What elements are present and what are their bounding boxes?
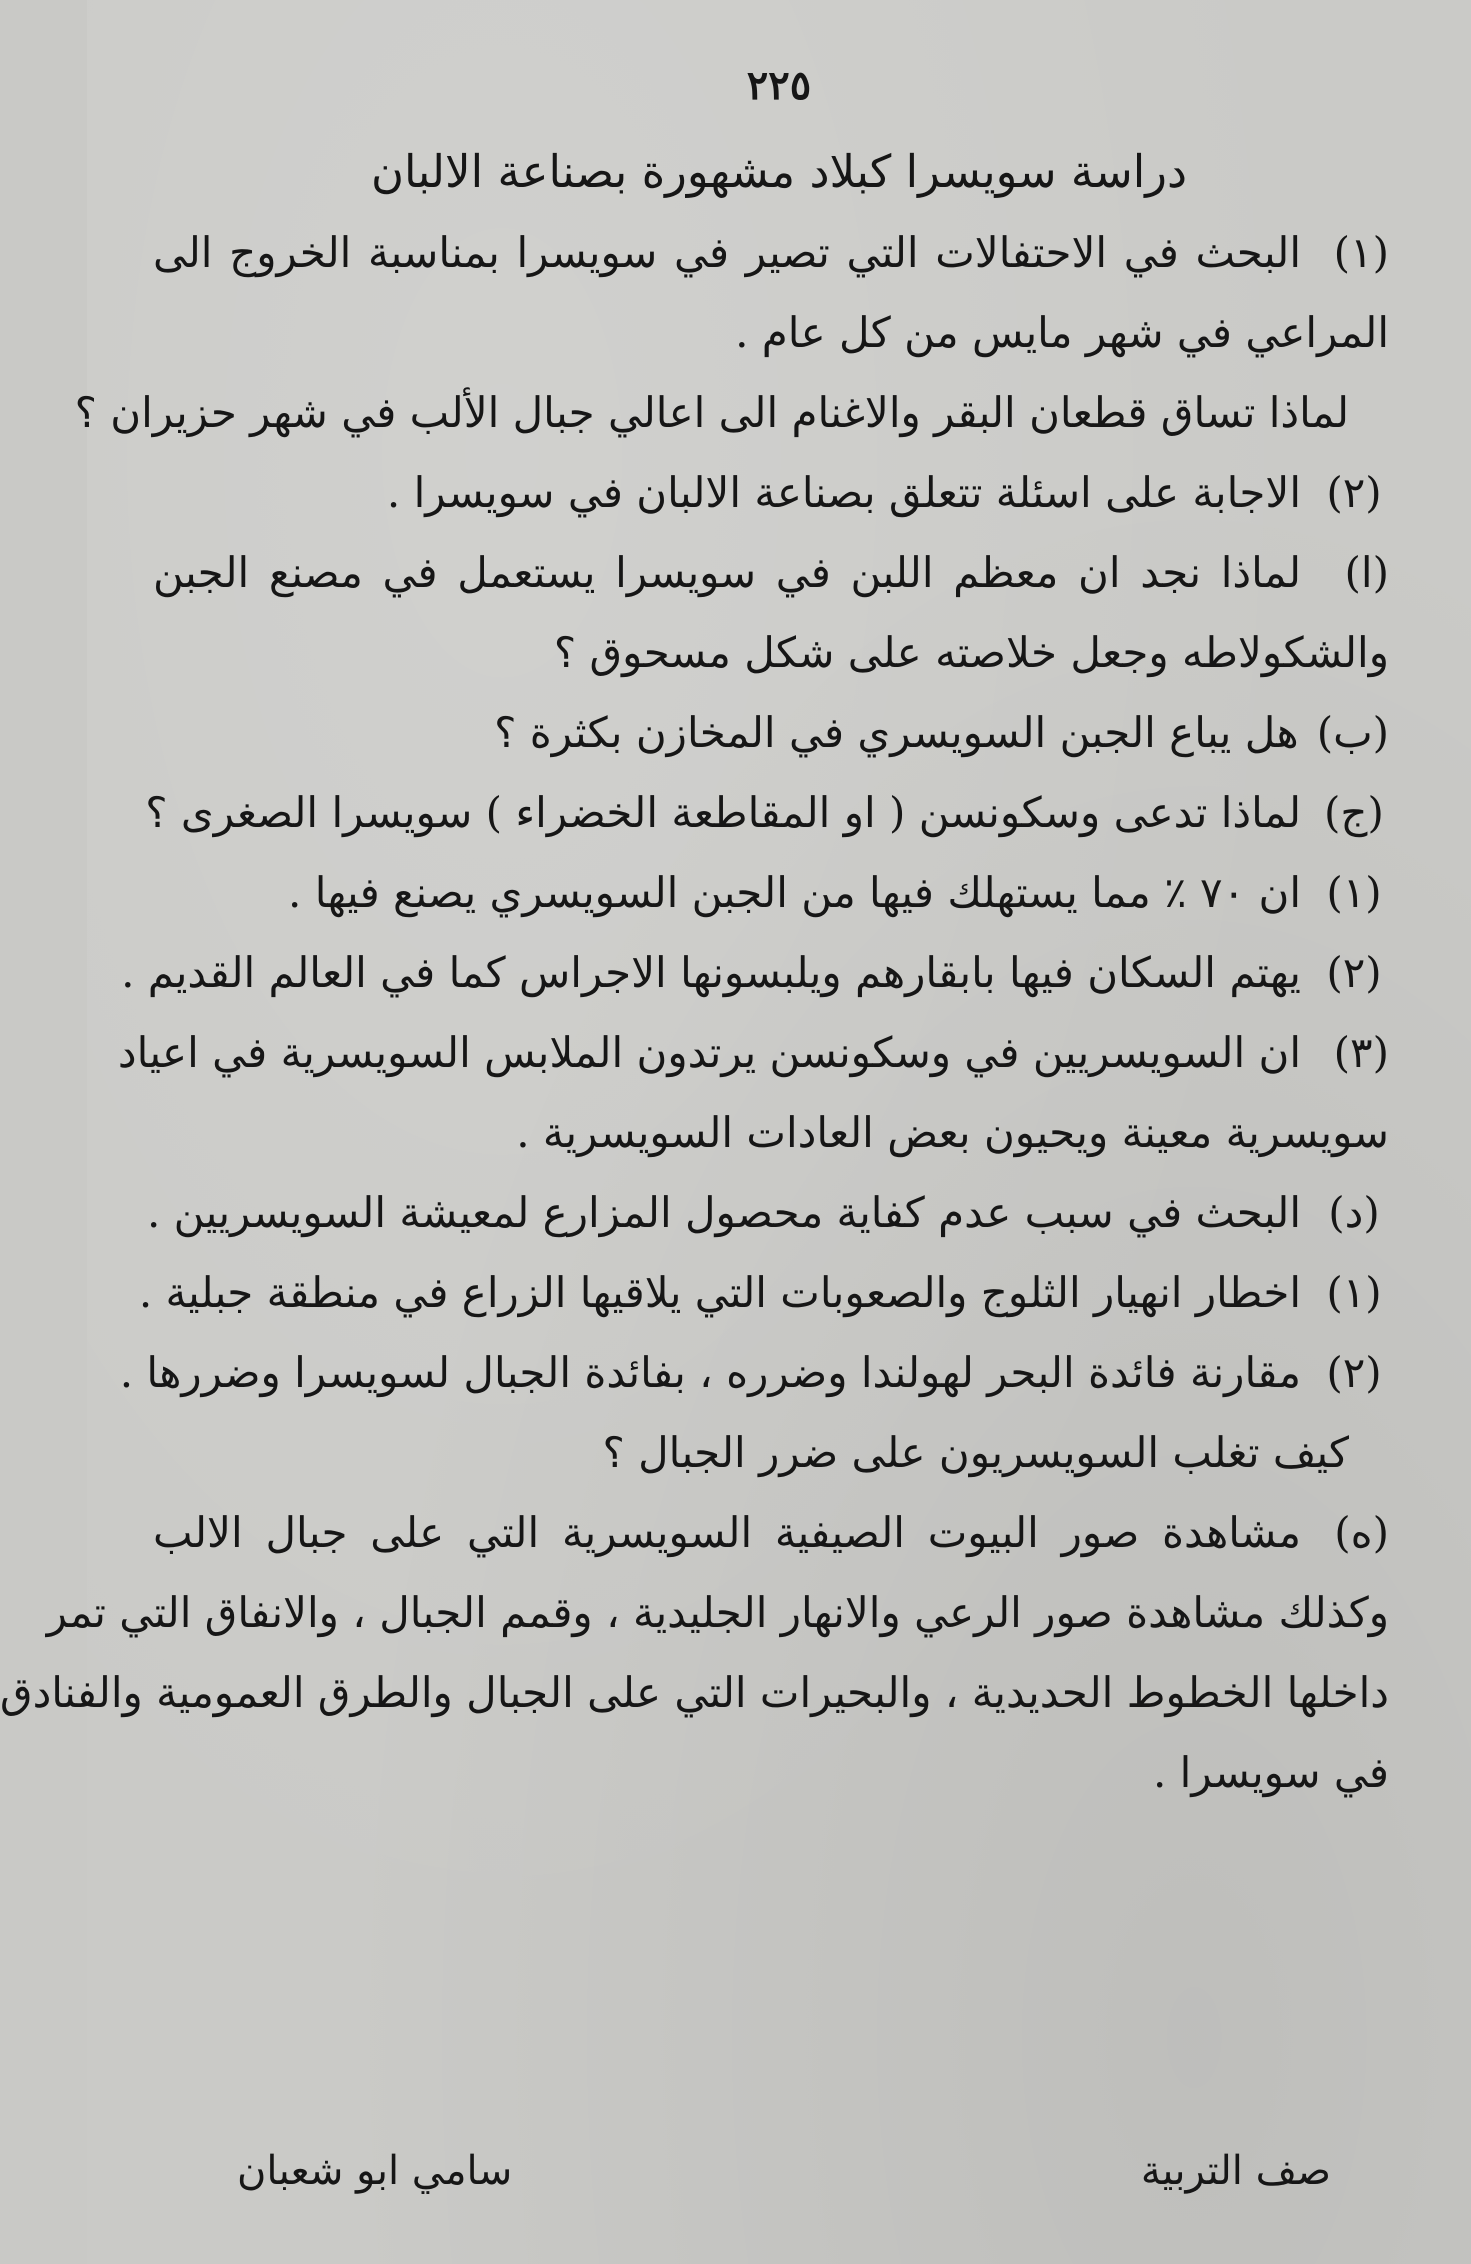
item-marker: (د)	[1328, 1188, 1380, 1237]
text-line-6	[153, 625, 1389, 681]
line-text: داخلها الخطوط الحديدية ، والبحيرات التي على الجبال والطرق العمومية والفنادق	[0, 1668, 1389, 1717]
text-line-4	[153, 465, 1389, 521]
text-line-10	[121, 945, 1389, 1001]
line-text: اخطار انهيار الثلوج والصعوبات التي يلاقيها الزراع في منطقة جبلية .	[138, 1268, 1301, 1317]
item-marker: (١)	[1326, 1268, 1382, 1317]
line-text: هل يباع الجبن السويسري في المخازن بكثرة ؟	[494, 708, 1299, 757]
text-line-7	[153, 705, 1389, 761]
text-line-12	[153, 1105, 1389, 1161]
text-line-16	[153, 1425, 1389, 1481]
text-line-13	[146, 1185, 1389, 1241]
item-marker: (٢)	[1326, 1348, 1382, 1397]
page-number: ٢٢٥	[746, 62, 812, 109]
line-text: لماذا نجد ان معظم اللبن في سويسرا يستعمل في مصنع الجبن	[153, 548, 1301, 597]
line-text: مقارنة فائدة البحر لهولندا وضرره ، بفائدة الجبال لسويسرا وضررها .	[119, 1348, 1301, 1397]
text-line-5	[153, 545, 1389, 601]
item-marker: (ج)	[1324, 788, 1384, 837]
text-line-14	[138, 1265, 1389, 1321]
item-marker: (١)	[1333, 228, 1389, 277]
footer-author: سامي ابو شعبان	[237, 2148, 513, 2194]
item-marker: (ه)	[1334, 1508, 1389, 1557]
line-text: الاجابة على اسئلة تتعلق بصناعة الالبان في سويسرا .	[386, 468, 1301, 517]
text-line-1	[153, 225, 1389, 281]
line-text: ان السويسريين في وسكونسن يرتدون الملابس السويسرية في اعياد	[117, 1028, 1301, 1077]
item-marker: (٢)	[1326, 468, 1382, 517]
document-body	[0, 225, 1389, 1825]
text-line-9	[153, 865, 1389, 921]
line-text: المراعي في شهر مايس من كل عام .	[735, 308, 1389, 357]
text-line-8	[145, 785, 1389, 841]
text-line-11	[117, 1025, 1389, 1081]
line-text: لماذا تساق قطعان البقر والاغنام الى اعالي جبال الألب في شهر حزيران ؟	[74, 388, 1349, 437]
line-text: لماذا تدعى وسكونسن ( او المقاطعة الخضراء ) سويسرا الصغرى ؟	[145, 788, 1301, 837]
line-text: ان ٧٠ ٪ مما يستهلك فيها من الجبن السويسري يصنع فيها .	[288, 868, 1301, 917]
text-line-15	[119, 1345, 1389, 1401]
text-line-17	[153, 1505, 1389, 1561]
line-text: البحث في الاحتفالات التي تصير في سويسرا بمناسبة الخروج الى	[153, 228, 1301, 277]
item-marker: (ا)	[1344, 548, 1389, 597]
line-text: البحث في سبب عدم كفاية محصول المزارع لمعيشة السويسريين .	[146, 1188, 1301, 1237]
line-text: كيف تغلب السويسريون على ضرر الجبال ؟	[602, 1428, 1349, 1477]
text-line-20	[153, 1745, 1389, 1801]
text-line-3	[74, 385, 1389, 441]
text-line-19	[0, 1665, 1389, 1721]
line-text: يهتم السكان فيها بابقارهم ويلبسونها الاجراس كما في العالم القديم .	[121, 948, 1301, 997]
item-marker: (ب)	[1316, 708, 1389, 757]
footer-class-name: صف التربية	[1140, 2148, 1331, 2194]
item-marker: (٣)	[1333, 1028, 1389, 1077]
line-text: سويسرية معينة ويحيون بعض العادات السويسرية .	[516, 1108, 1389, 1157]
line-text: وكذلك مشاهدة صور الرعي والانهار الجليدية ، وقمم الجبال ، والانفاق التي تمر	[46, 1588, 1389, 1637]
line-text: مشاهدة صور البيوت الصيفية السويسرية التي على جبال الالب	[153, 1508, 1301, 1557]
text-line-18	[46, 1585, 1389, 1641]
text-line-2	[153, 305, 1389, 361]
item-marker: (١)	[1326, 868, 1382, 917]
document-title: دراسة سويسرا كبلاد مشهورة بصناعة الالبان	[370, 145, 1188, 198]
line-text: والشكولاطه وجعل خلاصته على شكل مسحوق ؟	[553, 628, 1389, 677]
document-footer	[237, 2148, 1331, 2194]
line-text: في سويسرا .	[1152, 1748, 1389, 1797]
item-marker: (٢)	[1326, 948, 1382, 997]
